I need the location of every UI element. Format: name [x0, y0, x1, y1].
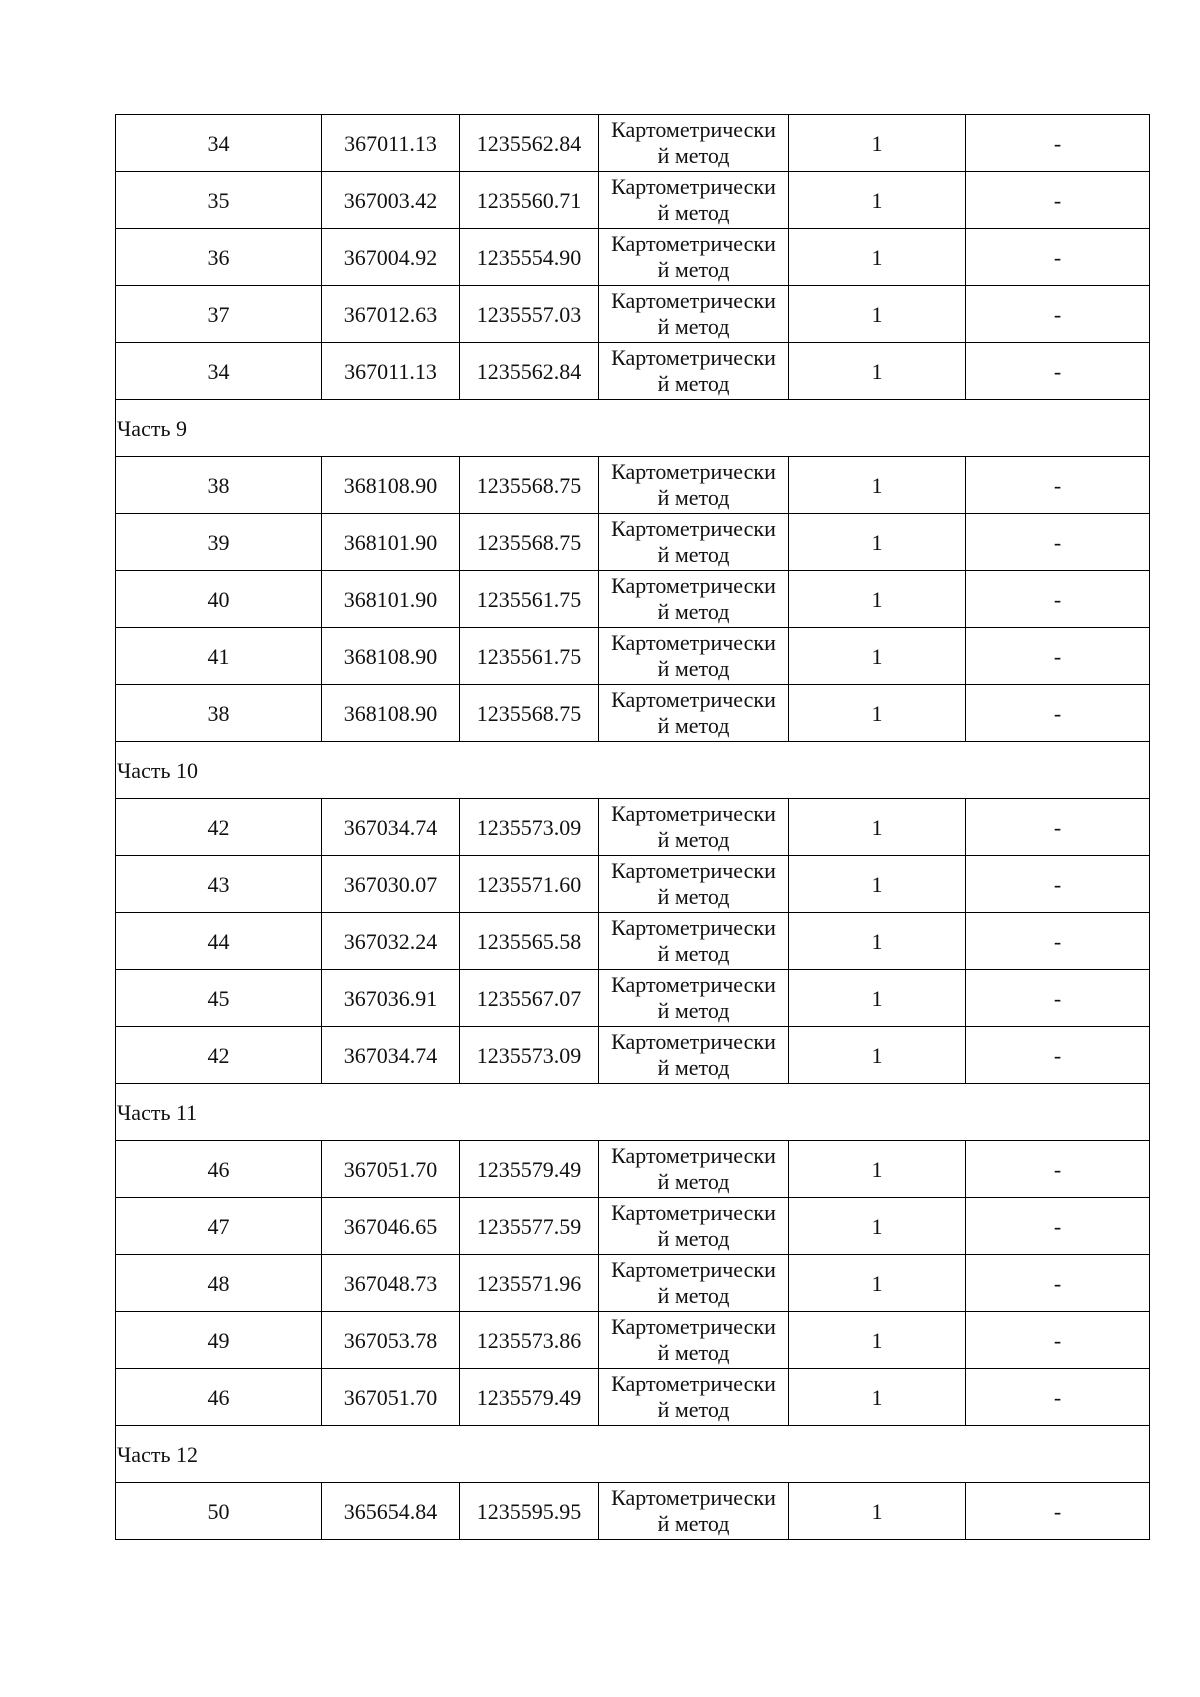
method-cell [599, 1198, 789, 1255]
y-coordinate-cell: 1235565.58 [460, 913, 599, 970]
method-text-line1: Картометрически [611, 288, 776, 313]
table-row [116, 1483, 1150, 1540]
method-cell [599, 571, 789, 628]
method-text-line1: Картометрически [611, 117, 776, 142]
point-number-cell: 35 [116, 172, 322, 229]
description-cell: - [966, 514, 1150, 571]
method-text-line2: й метод [657, 542, 730, 567]
method-cell [599, 970, 789, 1027]
x-coordinate-cell: 367030.07 [322, 856, 460, 913]
x-coordinate-cell: 368108.90 [322, 628, 460, 685]
method-text-line1: Картометрически [611, 858, 776, 883]
accuracy-cell: 1 [789, 229, 966, 286]
point-number-cell: 49 [116, 1312, 322, 1369]
method-text-line2: й метод [657, 884, 730, 909]
document-page [115, 114, 1149, 1540]
point-number-cell: 43 [116, 856, 322, 913]
table-row [116, 1369, 1150, 1426]
point-number-cell: 42 [116, 1027, 322, 1084]
method-cell [599, 1255, 789, 1312]
method-text-line2: й метод [657, 713, 730, 738]
table-row [116, 685, 1150, 742]
y-coordinate-cell: 1235573.09 [460, 799, 599, 856]
description-cell: - [966, 1141, 1150, 1198]
point-number-cell: 38 [116, 457, 322, 514]
method-cell [599, 1141, 789, 1198]
accuracy-cell: 1 [789, 286, 966, 343]
accuracy-cell: 1 [789, 1027, 966, 1084]
method-cell [599, 1027, 789, 1084]
description-cell: - [966, 1255, 1150, 1312]
method-cell [599, 799, 789, 856]
point-number-cell: 36 [116, 229, 322, 286]
point-number-cell: 34 [116, 343, 322, 400]
method-text-line1: Картометрически [611, 801, 776, 826]
table-row [116, 970, 1150, 1027]
y-coordinate-cell: 1235571.96 [460, 1255, 599, 1312]
method-cell [599, 1312, 789, 1369]
y-coordinate-cell: 1235573.86 [460, 1312, 599, 1369]
y-coordinate-cell: 1235579.49 [460, 1369, 599, 1426]
accuracy-cell: 1 [789, 913, 966, 970]
method-text-line1: Картометрически [611, 1200, 776, 1225]
x-coordinate-cell: 367051.70 [322, 1369, 460, 1426]
method-text-line1: Картометрически [611, 459, 776, 484]
method-cell [599, 1369, 789, 1426]
method-cell [599, 286, 789, 343]
table-row [116, 172, 1150, 229]
table-row [116, 1027, 1150, 1084]
y-coordinate-cell: 1235579.49 [460, 1141, 599, 1198]
method-text-line2: й метод [657, 941, 730, 966]
point-number-cell: 46 [116, 1369, 322, 1426]
part-header-row [116, 1084, 1150, 1141]
method-text-line2: й метод [657, 485, 730, 510]
point-number-cell: 47 [116, 1198, 322, 1255]
coordinates-table-body [116, 115, 1150, 1540]
accuracy-cell: 1 [789, 1312, 966, 1369]
part-header-row [116, 400, 1150, 457]
method-cell [599, 856, 789, 913]
table-row [116, 856, 1150, 913]
accuracy-cell: 1 [789, 172, 966, 229]
method-cell [599, 457, 789, 514]
y-coordinate-cell: 1235562.84 [460, 343, 599, 400]
x-coordinate-cell: 368108.90 [322, 457, 460, 514]
description-cell: - [966, 1369, 1150, 1426]
method-cell [599, 229, 789, 286]
x-coordinate-cell: 368101.90 [322, 571, 460, 628]
description-cell: - [966, 229, 1150, 286]
x-coordinate-cell: 367046.65 [322, 1198, 460, 1255]
method-text-line2: й метод [657, 1226, 730, 1251]
y-coordinate-cell: 1235573.09 [460, 1027, 599, 1084]
x-coordinate-cell: 367011.13 [322, 343, 460, 400]
point-number-cell: 44 [116, 913, 322, 970]
part-label: Часть 11 [116, 1084, 1150, 1141]
table-row [116, 913, 1150, 970]
x-coordinate-cell: 367053.78 [322, 1312, 460, 1369]
x-coordinate-cell: 367032.24 [322, 913, 460, 970]
part-header-row [116, 742, 1150, 799]
x-coordinate-cell: 365654.84 [322, 1483, 460, 1540]
table-row [116, 514, 1150, 571]
description-cell: - [966, 115, 1150, 172]
method-cell [599, 628, 789, 685]
accuracy-cell: 1 [789, 571, 966, 628]
point-number-cell: 41 [116, 628, 322, 685]
method-text-line1: Картометрически [611, 1485, 776, 1510]
description-cell: - [966, 172, 1150, 229]
method-text-line1: Картометрически [611, 1371, 776, 1396]
method-cell [599, 685, 789, 742]
method-text-line1: Картометрически [611, 1029, 776, 1054]
y-coordinate-cell: 1235561.75 [460, 628, 599, 685]
method-text-line2: й метод [657, 314, 730, 339]
x-coordinate-cell: 367036.91 [322, 970, 460, 1027]
table-row [116, 229, 1150, 286]
method-text-line1: Картометрически [611, 1314, 776, 1339]
method-cell [599, 913, 789, 970]
method-text-line1: Картометрически [611, 687, 776, 712]
description-cell: - [966, 628, 1150, 685]
method-text-line1: Картометрически [611, 174, 776, 199]
accuracy-cell: 1 [789, 799, 966, 856]
accuracy-cell: 1 [789, 514, 966, 571]
description-cell: - [966, 970, 1150, 1027]
y-coordinate-cell: 1235568.75 [460, 685, 599, 742]
method-text-line1: Картометрически [611, 915, 776, 940]
description-cell: - [966, 799, 1150, 856]
table-row [116, 799, 1150, 856]
description-cell: - [966, 457, 1150, 514]
description-cell: - [966, 1483, 1150, 1540]
method-text-line1: Картометрически [611, 1143, 776, 1168]
part-label: Часть 9 [116, 400, 1150, 457]
y-coordinate-cell: 1235577.59 [460, 1198, 599, 1255]
x-coordinate-cell: 367034.74 [322, 799, 460, 856]
method-text-line1: Картометрически [611, 345, 776, 370]
method-text-line2: й метод [657, 998, 730, 1023]
x-coordinate-cell: 367011.13 [322, 115, 460, 172]
y-coordinate-cell: 1235568.75 [460, 514, 599, 571]
method-text-line2: й метод [657, 257, 730, 282]
x-coordinate-cell: 367051.70 [322, 1141, 460, 1198]
point-number-cell: 50 [116, 1483, 322, 1540]
point-number-cell: 45 [116, 970, 322, 1027]
x-coordinate-cell: 368101.90 [322, 514, 460, 571]
y-coordinate-cell: 1235554.90 [460, 229, 599, 286]
point-number-cell: 38 [116, 685, 322, 742]
x-coordinate-cell: 367012.63 [322, 286, 460, 343]
method-text-line2: й метод [657, 599, 730, 624]
part-header-row [116, 1426, 1150, 1483]
accuracy-cell: 1 [789, 1369, 966, 1426]
description-cell: - [966, 856, 1150, 913]
method-text-line2: й метод [657, 143, 730, 168]
method-text-line2: й метод [657, 1055, 730, 1080]
method-text-line2: й метод [657, 1169, 730, 1194]
point-number-cell: 34 [116, 115, 322, 172]
x-coordinate-cell: 367034.74 [322, 1027, 460, 1084]
description-cell: - [966, 286, 1150, 343]
point-number-cell: 39 [116, 514, 322, 571]
method-text-line1: Картометрически [611, 516, 776, 541]
table-row [116, 115, 1150, 172]
table-row [116, 1141, 1150, 1198]
point-number-cell: 40 [116, 571, 322, 628]
point-number-cell: 46 [116, 1141, 322, 1198]
method-text-line2: й метод [657, 200, 730, 225]
point-number-cell: 42 [116, 799, 322, 856]
table-row [116, 457, 1150, 514]
table-row [116, 1198, 1150, 1255]
x-coordinate-cell: 367003.42 [322, 172, 460, 229]
point-number-cell: 48 [116, 1255, 322, 1312]
part-label: Часть 10 [116, 742, 1150, 799]
y-coordinate-cell: 1235560.71 [460, 172, 599, 229]
accuracy-cell: 1 [789, 115, 966, 172]
table-row [116, 1255, 1150, 1312]
method-text-line2: й метод [657, 1340, 730, 1365]
table-row [116, 286, 1150, 343]
y-coordinate-cell: 1235595.95 [460, 1483, 599, 1540]
method-text-line1: Картометрически [611, 231, 776, 256]
accuracy-cell: 1 [789, 457, 966, 514]
method-cell [599, 343, 789, 400]
accuracy-cell: 1 [789, 970, 966, 1027]
method-text-line2: й метод [657, 827, 730, 852]
y-coordinate-cell: 1235567.07 [460, 970, 599, 1027]
accuracy-cell: 1 [789, 1255, 966, 1312]
accuracy-cell: 1 [789, 628, 966, 685]
method-cell [599, 172, 789, 229]
accuracy-cell: 1 [789, 685, 966, 742]
method-cell [599, 514, 789, 571]
table-row [116, 343, 1150, 400]
accuracy-cell: 1 [789, 343, 966, 400]
y-coordinate-cell: 1235557.03 [460, 286, 599, 343]
description-cell: - [966, 685, 1150, 742]
method-text-line2: й метод [657, 1397, 730, 1422]
x-coordinate-cell: 368108.90 [322, 685, 460, 742]
description-cell: - [966, 913, 1150, 970]
point-number-cell: 37 [116, 286, 322, 343]
y-coordinate-cell: 1235571.60 [460, 856, 599, 913]
coordinates-table [115, 114, 1150, 1540]
y-coordinate-cell: 1235562.84 [460, 115, 599, 172]
y-coordinate-cell: 1235561.75 [460, 571, 599, 628]
y-coordinate-cell: 1235568.75 [460, 457, 599, 514]
table-row [116, 628, 1150, 685]
method-cell [599, 1483, 789, 1540]
method-text-line2: й метод [657, 656, 730, 681]
description-cell: - [966, 1198, 1150, 1255]
accuracy-cell: 1 [789, 856, 966, 913]
method-cell [599, 115, 789, 172]
method-text-line1: Картометрически [611, 573, 776, 598]
accuracy-cell: 1 [789, 1141, 966, 1198]
method-text-line1: Картометрически [611, 630, 776, 655]
table-row [116, 1312, 1150, 1369]
method-text-line2: й метод [657, 371, 730, 396]
accuracy-cell: 1 [789, 1483, 966, 1540]
part-label: Часть 12 [116, 1426, 1150, 1483]
method-text-line2: й метод [657, 1511, 730, 1536]
method-text-line1: Картометрически [611, 1257, 776, 1282]
description-cell: - [966, 1027, 1150, 1084]
method-text-line2: й метод [657, 1283, 730, 1308]
description-cell: - [966, 1312, 1150, 1369]
description-cell: - [966, 343, 1150, 400]
accuracy-cell: 1 [789, 1198, 966, 1255]
x-coordinate-cell: 367048.73 [322, 1255, 460, 1312]
description-cell: - [966, 571, 1150, 628]
method-text-line1: Картометрически [611, 972, 776, 997]
x-coordinate-cell: 367004.92 [322, 229, 460, 286]
table-row [116, 571, 1150, 628]
